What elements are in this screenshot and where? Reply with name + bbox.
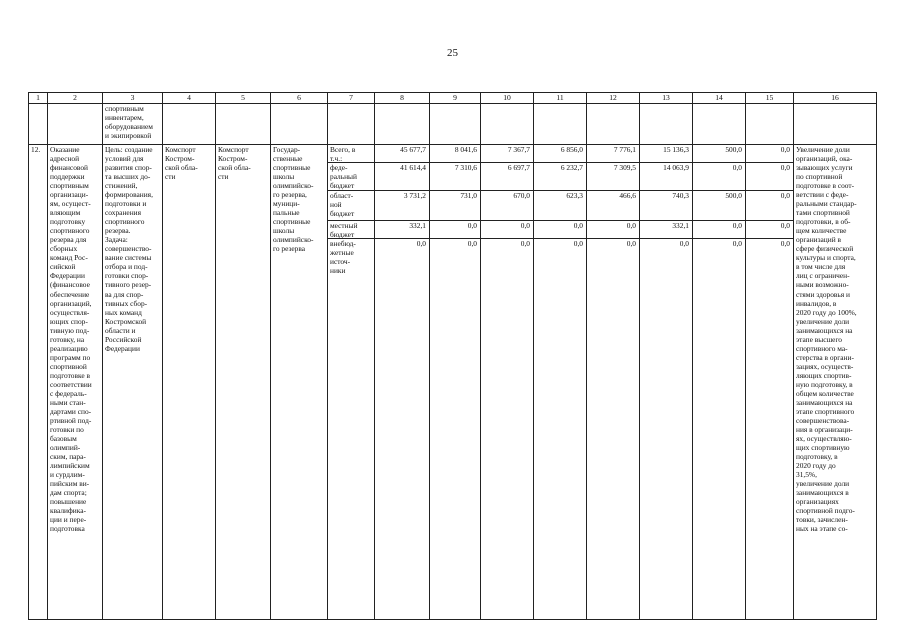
- col-header: 12: [587, 93, 640, 104]
- value-col-11: [534, 145, 587, 620]
- value-cell: 0,0: [481, 221, 533, 239]
- value-cell: 8 041,6: [430, 145, 480, 163]
- value-cell: 3 731,2: [375, 191, 429, 221]
- source-item: област- ной бюджет: [328, 191, 374, 221]
- table-row-12: [29, 145, 877, 620]
- value-cell: 0,0: [693, 163, 745, 191]
- col-header: 14: [693, 93, 746, 104]
- value-cell: 14 063,9: [640, 163, 692, 191]
- value-col-9: [430, 145, 481, 620]
- value-cell: 500,0: [693, 191, 745, 221]
- value-cell: 15 136,3: [640, 145, 692, 163]
- value-cell: 7 309,5: [587, 163, 639, 191]
- value-cell: 0,0: [693, 221, 745, 239]
- value-cell: 0,0: [780, 239, 790, 248]
- value-cell: 0,0: [746, 191, 793, 221]
- program-table: [28, 92, 877, 620]
- col-header: 15: [746, 93, 794, 104]
- value-cell: 0,0: [520, 239, 530, 248]
- responsible-executor: Комспорт Костром- ской обла- сти: [163, 145, 216, 620]
- source-item: местный бюджет: [328, 221, 374, 239]
- value-cell: 0,0: [430, 221, 480, 239]
- source-item: феде- ральный бюджет: [328, 163, 374, 191]
- value-cell: 332,1: [375, 221, 429, 239]
- event-name: Оказание адресной финансовой поддержки спортивным организаци- ям, осущест- вляющим подготовку спортивного резерва для сборных команд Рос- сийской Федерации (финансовое обеспечение организаций, осуществля- ющих спор- тивную под- готовку, на реализацию программ по спортивной подготовке в соответствии с федераль- ными стан- дартами спо- ртивной под- готовки по базовым олимпий- ским, пара- лимпийским и сурдлим- пийским ви- дам спорта; повышение квалифика- ции и пере- подготовка: [48, 145, 103, 620]
- value-cell: 0,0: [573, 239, 583, 248]
- value-col-14: [693, 145, 746, 620]
- expected-results: Увеличение доли организаций, ока- зывающих услуги по спортивной подготовке в соот- ветствии с феде- ральными стандар- тами спортивной подготовки, в об- щем количестве организаций в сфере физической культуры и спорта, в том числе для лиц с ограничен- ными возможно- стями здоровья и инвалидов, в 2020 году до 100%, увеличение доли занимающихся на этапе высшего спортивного ма- стерства в органи- зациях, осуществ- ляющих спортив- ную подготовку, в общем количестве занимающихся на этапе спортивного совершенствова- ния в организаци- ях, осуществляю- щих спортивную подготовку, в 2020 году до 31,5%, увеличение доли занимающихся в организациях спортивной подго- товки, зачислен- ных на этапе со-: [794, 145, 877, 620]
- value-col-15: [746, 145, 794, 620]
- value-cell: 6 697,7: [481, 163, 533, 191]
- value-cell: 6 856,0: [534, 145, 586, 163]
- continuation-text: спортивным инвентарем, оборудованием и экипировкой: [103, 104, 163, 145]
- col-header: 1: [29, 93, 48, 104]
- value-cell: 740,3: [640, 191, 692, 221]
- col-header: 13: [640, 93, 693, 104]
- value-cell: 6 232,7: [534, 163, 586, 191]
- value-cell: 0,0: [746, 221, 793, 239]
- value-cell: 0,0: [626, 239, 636, 248]
- col-header: 7: [328, 93, 375, 104]
- value-cell: 623,3: [534, 191, 586, 221]
- value-cell: 7 367,7: [481, 145, 533, 163]
- value-cell: 0,0: [732, 239, 742, 248]
- value-col-12: [587, 145, 640, 620]
- col-header: 10: [481, 93, 534, 104]
- value-cell: 7 310,6: [430, 163, 480, 191]
- funding-sources: [328, 145, 375, 620]
- source-item: внебюд- жетные источ- ники: [330, 239, 356, 276]
- col-header: 3: [103, 93, 163, 104]
- row-number: 12.: [29, 145, 48, 620]
- value-cell: 0,0: [587, 221, 639, 239]
- value-cell: 670,0: [481, 191, 533, 221]
- value-col-8: [375, 145, 430, 620]
- value-col-13: [640, 145, 693, 620]
- col-header: 4: [163, 93, 216, 104]
- value-cell: 0,0: [746, 145, 793, 163]
- value-cell: 332,1: [640, 221, 692, 239]
- value-cell: 0,0: [534, 221, 586, 239]
- col-header: 9: [430, 93, 481, 104]
- value-col-10: [481, 145, 534, 620]
- col-header: 8: [375, 93, 430, 104]
- col-header: 5: [216, 93, 271, 104]
- value-cell: 0,0: [467, 239, 477, 248]
- co-executor: Комспорт Костром- ской обла- сти: [216, 145, 271, 620]
- value-cell: 731,0: [430, 191, 480, 221]
- col-header: 6: [271, 93, 328, 104]
- participants: Государ- ственные спортивные школы олимпийско- го резерва, муници- пальные спортивные школы олимпийско- го резерва: [271, 145, 328, 620]
- col-header: 2: [48, 93, 103, 104]
- header-row: [29, 93, 877, 104]
- value-cell: 0,0: [679, 239, 689, 248]
- value-cell: 0,0: [416, 239, 426, 248]
- page-number: 25: [447, 47, 458, 59]
- value-cell: 466,6: [587, 191, 639, 221]
- col-header: 16: [794, 93, 877, 104]
- value-cell: 41 614,4: [375, 163, 429, 191]
- continuation-row: [29, 104, 877, 145]
- source-item: Всего, в т.ч.:: [328, 145, 374, 163]
- goal-text: Цель: создание условий для развития спор- та высших до- стижений, формирования, подготовки и сохранения спортивного резерва. Задача: совершенство- вание системы отбора и под- готовки спор- тивного резер- ва для спор- тивных сбор- ных команд Костромской области и Российской Федерации: [103, 145, 163, 620]
- value-cell: 45 677,7: [375, 145, 429, 163]
- col-header: 11: [534, 93, 587, 104]
- value-cell: 7 776,1: [587, 145, 639, 163]
- value-cell: 0,0: [746, 163, 793, 191]
- value-cell: 500,0: [693, 145, 745, 163]
